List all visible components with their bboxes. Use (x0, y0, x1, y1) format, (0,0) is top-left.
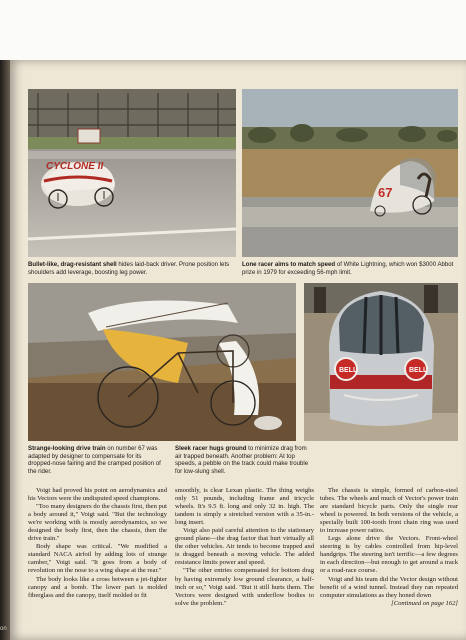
race-number: 67 (378, 185, 393, 200)
col3-para-2: Legs alone drive the Vectors. Front-wheel steering is by cables controlled from hip-level handgrips. The steering isn't terrific—a few degrees in each direction—but enough to get around a track or a road-race course. (320, 535, 458, 575)
article-column-1 (28, 487, 167, 600)
article-column-3 (320, 487, 458, 608)
bell-badge-right: BELL (409, 367, 428, 374)
col2-para-1: smoothly, is clear Lexan plastic. The thing weighs only 51 pounds, including frame and tricycle wheels. It's 9.5 ft. long and only 32 in. high. The tandem is simply a stretched version with a 35-in.-long insert. (175, 487, 314, 527)
gutter-text: on (0, 626, 7, 632)
article-column-2 (175, 487, 314, 608)
caption-mid-left: Strange-looking drive train on number 67 was adapted by designer to compensate for its dropped-nose fairing and the cramped position of the rider. (28, 445, 161, 475)
caption-top-left: Bullet-like, drag-resistant shell hides laid-back driver. Prone position lets shoulders add leverage, boosting leg power. (28, 261, 230, 276)
photo-number-67-racer (242, 89, 458, 257)
col2-para-3: "The other entries compensated for bottom drag by having extremely low ground clearance, a half-inch or so," Voigt said. "But it still hurts them. The Vectors were designed with underflow bodies to solve the problem." (175, 567, 314, 607)
caption-top-right: Lone racer aims to match speed of White Lightning, which won $3000 Abbot prize in 1979 for exceeding 56-mph limit. (242, 261, 454, 276)
col2-para-2: Voigt also paid careful attention to the stationary ground plane—the drag factor that hurt virtually all the other vehicles. Air tends to become trapped and is dragged beneath a moving vehicle. The added resistance limits power and speed. (175, 527, 314, 567)
page-spine (0, 60, 10, 640)
photo-drive-train (28, 283, 296, 441)
caption-mid-right: Sleek racer hugs ground to minimize drag from air trapped beneath. Another problem: At top speeds, a pebble on the track could make trouble for low-slung shell. (175, 445, 309, 475)
photo-sleek-racer (304, 283, 458, 441)
col1-para-3: Body shape was critical. "We modified a standard NACA airfoil by adding lots of strange camber," Voigt said. "It goes from a body of revolution on the nose to a wing shape at the rear." (28, 543, 167, 575)
col1-para-4: The body looks like a cross between a jet-fighter canopy and a bomb. The lower part is molded fiberglass and the canopy, itself molded to fit (28, 575, 167, 599)
continued-note: [Continued on page 162] (391, 599, 458, 607)
col3-para-3: Voigt and his team did the Vector design without benefit of a wind tunnel. Instead they ran repeated computer simulations as they honed down (320, 575, 458, 599)
col1-para-2: "Too many designers do the chassis first, then put a body around it," Voigt said. "But the technology we're working with is mostly aerodynamics, so we designed the body first, then the chassis, then the drive train." (28, 503, 167, 543)
photo-cyclone-racer (28, 89, 236, 257)
top-margin (0, 0, 466, 60)
col1-para-1: Voigt had proved his point on aerodynamics and his Vectors were the undisputed speed champions. (28, 487, 167, 503)
bell-badge-left: BELL (339, 367, 358, 374)
col3-para-1: The chassis is simple, formed of carbon-steel tubes. The wheels and much of Vector's power train are standard bicycle parts. Only the single rear wheel is powered. In both versions of the vehicle, a specially built 100-tooth front chain ring was used to increase power ratios. (320, 487, 458, 535)
vehicle-decal: CYCLONE II (46, 161, 104, 172)
